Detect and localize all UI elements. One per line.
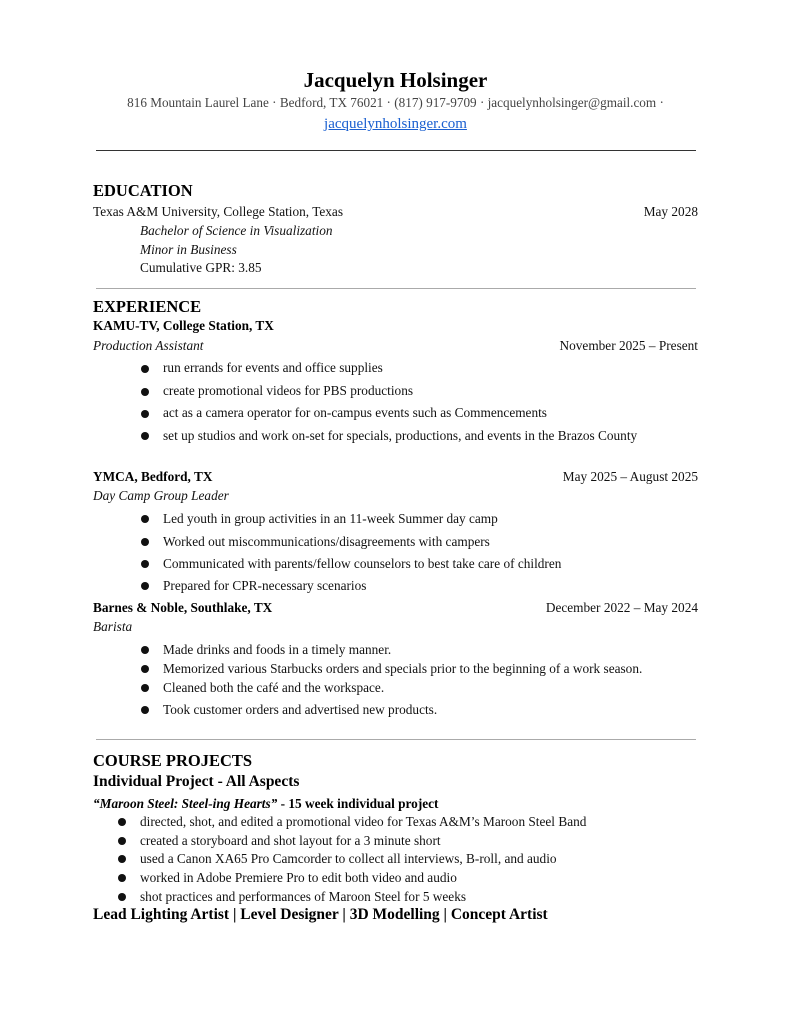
education-heading: EDUCATION	[93, 181, 193, 200]
project-title: “Maroon Steel: Steel-ing Hearts”	[93, 796, 278, 811]
contact-line: 816 Mountain Laurel Lane · Bedford, TX 76021 · (817) 917-9709 · jacquelynholsinger@gmail.com ·	[127, 95, 664, 110]
job-employer: KAMU-TV, College Station, TX	[93, 318, 274, 333]
job-bullet: Memorized various Starbucks orders and specials prior to the beginning of a work season.	[163, 661, 643, 676]
job-bullet: Led youth in group activities in an 11-week Summer day camp	[163, 511, 498, 526]
header-divider	[96, 150, 696, 151]
job-employer: YMCA, Bedford, TX	[93, 469, 213, 484]
education-gpa: Cumulative GPR: 3.85	[140, 260, 262, 275]
job-bullet: Communicated with parents/fellow counselors to best take care of children	[163, 556, 562, 571]
education-date: May 2028	[643, 204, 698, 219]
job-bullet: Cleaned both the café and the workspace.	[163, 680, 385, 695]
bullet-icon	[141, 560, 149, 568]
bullet-icon	[141, 538, 149, 546]
job-date: May 2025 – August 2025	[562, 469, 698, 484]
project-bullet: created a storyboard and shot layout for a 3 minute short	[140, 833, 441, 848]
job-employer: Barnes & Noble, Southlake, TX	[93, 600, 273, 615]
bullet-icon	[141, 515, 149, 523]
job-bullet: run errands for events and office supplies	[163, 360, 383, 375]
bullet-icon	[118, 855, 126, 863]
website-container	[93, 116, 698, 133]
bullet-icon	[118, 818, 126, 826]
job-bullet: Prepared for CPR-necessary scenarios	[163, 578, 367, 593]
project-title-line	[93, 796, 438, 812]
job-title: Barista	[93, 619, 133, 634]
bullet-icon	[141, 582, 149, 590]
job-bullet: create promotional videos for PBS productions	[163, 383, 414, 398]
job-title: Day Camp Group Leader	[93, 488, 229, 503]
job-bullet: Took customer orders and advertised new products.	[163, 702, 438, 717]
website-link[interactable]: jacquelynholsinger.com	[324, 116, 467, 132]
job-bullet: Made drinks and foods in a timely manner.	[163, 642, 392, 657]
job-bullet: set up studios and work on-set for specials, productions, and events in the Brazos County	[163, 428, 638, 443]
bullet-icon	[141, 684, 149, 692]
bullet-icon	[118, 837, 126, 845]
job-date: December 2022 – May 2024	[545, 600, 698, 615]
bullet-icon	[141, 432, 149, 440]
projects-heading: COURSE PROJECTS	[93, 751, 253, 770]
job-bullet: act as a camera operator for on-campus events such as Commencements	[163, 405, 547, 420]
education-degree: Bachelor of Science in Visualization	[140, 223, 333, 238]
projects-subheading: Individual Project - All Aspects	[93, 773, 300, 790]
bullet-icon	[141, 365, 149, 373]
bullet-icon	[141, 410, 149, 418]
project-roles: Lead Lighting Artist | Level Designer | 3D Modelling | Concept Artist	[93, 906, 548, 923]
bullet-icon	[118, 893, 126, 901]
project-bullet: directed, shot, and edited a promotional video for Texas A&M’s Maroon Steel Band	[140, 814, 587, 829]
project-bullet: shot practices and performances of Maroon Steel for 5 weeks	[140, 889, 467, 904]
bullet-icon	[118, 874, 126, 882]
job-title: Production Assistant	[93, 338, 204, 353]
bullet-icon	[141, 706, 149, 714]
bullet-icon	[141, 646, 149, 654]
project-bullet: worked in Adobe Premiere Pro to edit both video and audio	[140, 870, 457, 885]
project-bullet: used a Canon XA65 Pro Camcorder to collect all interviews, B-roll, and audio	[140, 851, 557, 866]
education-school: Texas A&M University, College Station, Texas	[93, 204, 344, 219]
experience-heading: EXPERIENCE	[93, 297, 202, 316]
section-divider	[96, 288, 696, 289]
bullet-icon	[141, 388, 149, 396]
job-date: November 2025 – Present	[559, 338, 698, 353]
bullet-icon	[141, 665, 149, 673]
job-bullet: Worked out miscommunications/disagreements with campers	[163, 534, 490, 549]
education-minor: Minor in Business	[140, 242, 237, 257]
project-description: - 15 week individual project	[277, 796, 439, 811]
section-divider	[96, 739, 696, 740]
candidate-name: Jacquelyn Holsinger	[303, 68, 488, 92]
